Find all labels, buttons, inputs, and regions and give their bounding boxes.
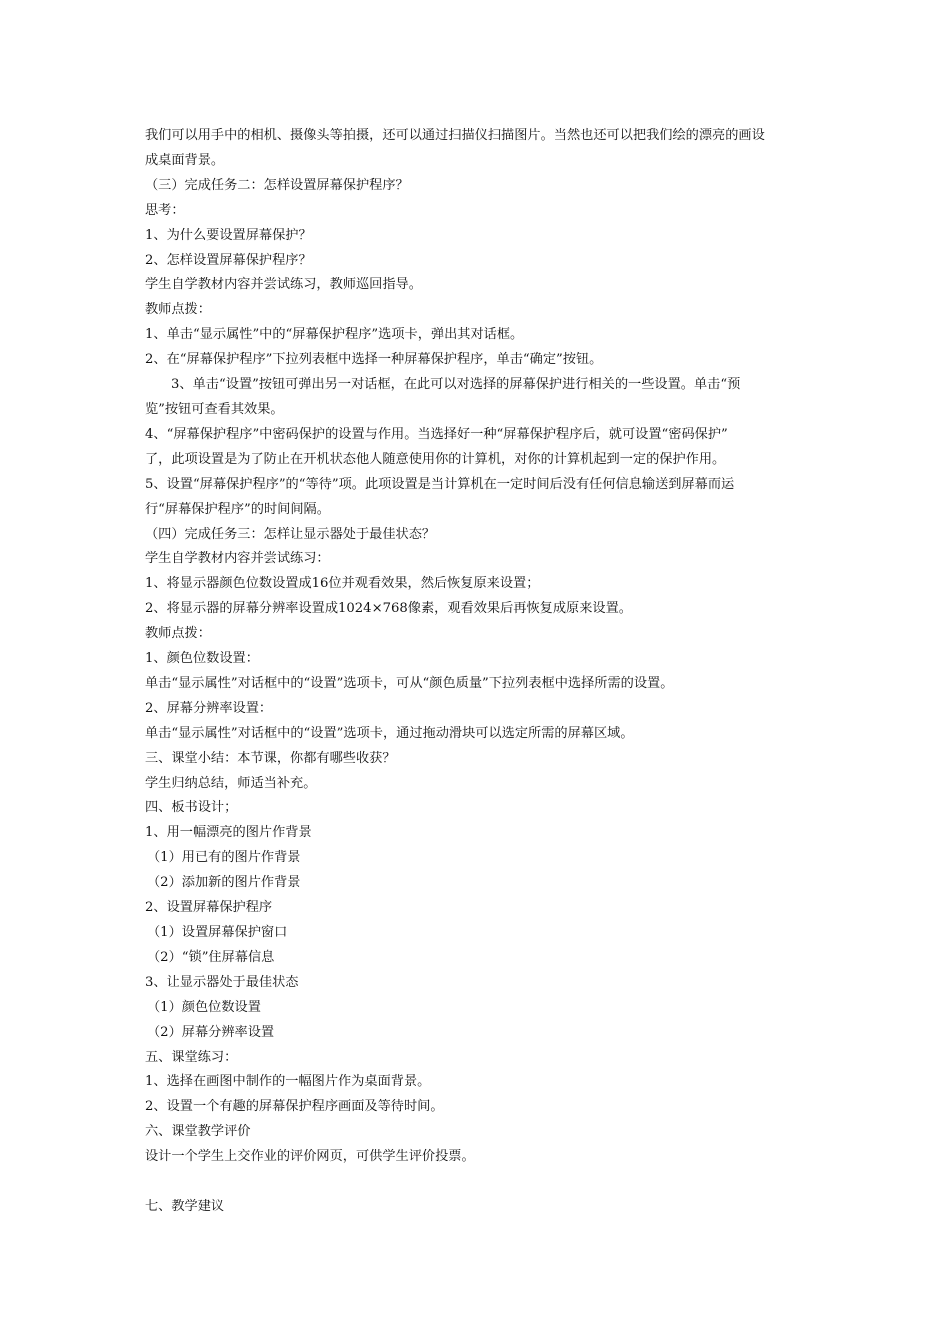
sub-list-item: （2）添加新的图片作背景 [147, 875, 301, 891]
sub-list-item: （1）颜色位数设置 [147, 999, 261, 1015]
list-item: 2、怎样设置屏幕保护程序？ [145, 252, 312, 268]
paragraph-line: 学生自学教材内容并尝试练习： [145, 551, 330, 567]
paragraph-line: 教师点拨： [145, 302, 211, 318]
list-item: 1、用一幅漂亮的图片作背景 [145, 825, 312, 841]
section-heading: （四）完成任务三：怎样让显示器处于最佳状态？ [145, 526, 436, 542]
sub-list-item: （1）设置屏幕保护窗口 [147, 925, 288, 940]
list-item: 1、为什么要设置屏幕保护？ [145, 227, 312, 243]
list-item: 5、设置“屏幕保护程序”的“等待”项。此项设置是当计算机在一定时间后没有任何信息输送到屏幕而运 [145, 476, 735, 492]
paragraph-line: 了，此项设置是为了防止在开机状态他人随意使用你的计算机，对你的计算机起到一定的保护作用。 [145, 451, 726, 467]
paragraph-line: 学生自学教材内容并尝试练习，教师巡回指导。 [145, 277, 422, 293]
paragraph-line: 单击“显示属性”对话框中的“设置”选项卡，通过拖动滑块可以选定所需的屏幕区域。 [145, 725, 634, 741]
paragraph-line: 我们可以用手中的相机、摄像头等拍摄，还可以通过扫描仪扫描图片。当然也还可以把我们绘的漂亮的画设 [145, 128, 765, 143]
list-item: 2、将显示器的屏幕分辨率设置成1024×768像素，观看效果后再恢复成原来设置。 [145, 601, 632, 617]
list-item: 1、单击“显示属性”中的“屏幕保护程序”选项卡，弹出其对话框。 [145, 327, 524, 343]
list-item: 2、屏幕分辨率设置： [145, 700, 273, 716]
paragraph-line: 设计一个学生上交作业的评价网页，可供学生评价投票。 [145, 1149, 475, 1165]
list-item: 3、让显示器处于最佳状态 [145, 974, 299, 990]
list-item: 2、设置屏幕保护程序 [145, 900, 273, 916]
section-heading: 四、板书设计； [145, 800, 238, 816]
paragraph-line: 成桌面背景。 [145, 152, 225, 168]
paragraph-line: 思考： [145, 202, 185, 218]
sub-list-item: （1）用已有的图片作背景 [147, 850, 301, 866]
paragraph-line: 单击“显示属性”对话框中的“设置”选项卡，可从“颜色质量”下拉列表框中选择所需的设置。 [145, 675, 674, 691]
paragraph-line: 教师点拨： [145, 626, 211, 642]
list-item: 2、设置一个有趣的屏幕保护程序画面及等待时间。 [145, 1099, 444, 1115]
paragraph-line: 览”按钮可查看其效果。 [145, 401, 284, 417]
sub-list-item: （2）“锁”住屏幕信息 [147, 949, 275, 965]
sub-list-item: （2）屏幕分辨率设置 [147, 1024, 275, 1040]
list-item: 1、选择在画图中制作的一幅图片作为桌面背景。 [145, 1074, 431, 1090]
section-heading: （三）完成任务二：怎样设置屏幕保护程序？ [145, 177, 409, 193]
blank-line [145, 1170, 809, 1195]
list-item: 3、单击“设置”按钮可弹出另一对话框，在此可以对选择的屏幕保护进行相关的一些设置。单击“预 [171, 377, 741, 393]
document-body [145, 124, 809, 1220]
section-heading: 六、课堂教学评价 [145, 1124, 251, 1140]
list-item: 1、颜色位数设置： [145, 651, 259, 667]
paragraph-line: 行“屏幕保护程序”的时间间隔。 [145, 501, 330, 517]
list-item: 2、在“屏幕保护程序”下拉列表框中选择一种屏幕保护程序，单击“确定”按钮。 [145, 352, 603, 368]
section-heading: 三、课堂小结：本节课，你都有哪些收获？ [145, 750, 396, 766]
paragraph-line: 学生归纳总结，师适当补充。 [145, 775, 317, 791]
section-heading: 五、课堂练习： [145, 1049, 238, 1065]
list-item: 4、“屏幕保护程序”中密码保护的设置与作用。当选择好一种“屏幕保护程序后，就可设置“密码保护” [145, 426, 728, 442]
section-heading: 七、教学建议 [145, 1198, 225, 1214]
list-item: 1、将显示器颜色位数设置成16位并观看效果，然后恢复原来设置； [145, 576, 540, 592]
